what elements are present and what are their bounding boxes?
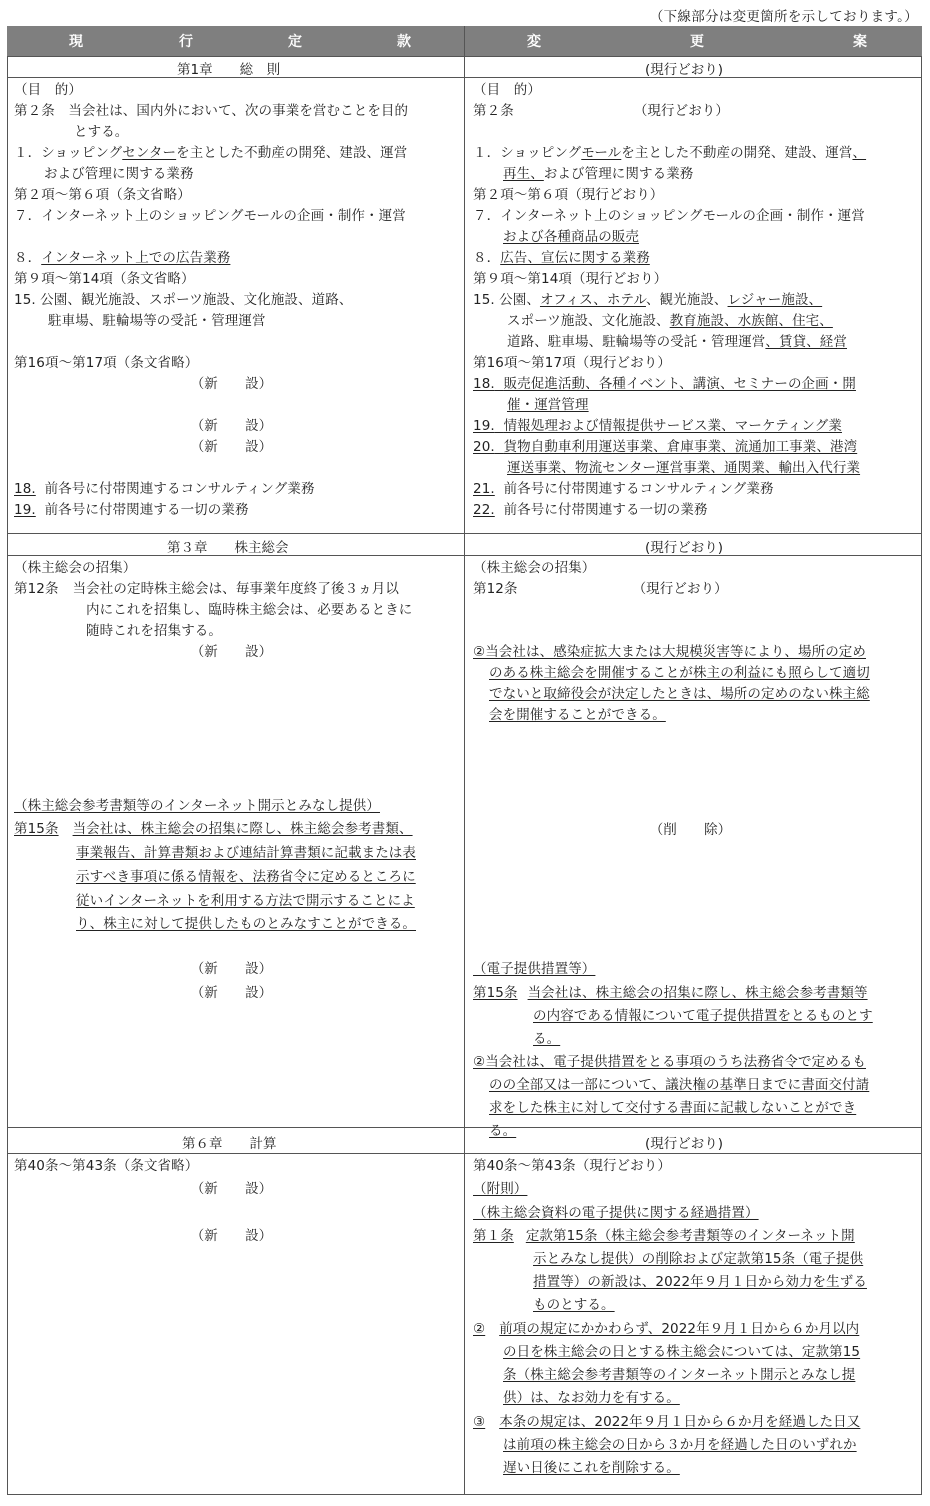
changed-text: ②当会社は、感染症拡大または大規模災害等により、場所の定め (473, 644, 867, 660)
changed-text: 再生、 (503, 166, 544, 182)
proposed-amendment-header (465, 26, 922, 56)
changed-text: （附則） (473, 1181, 528, 1197)
item-number: 20. (473, 439, 495, 455)
changed-number: 22. (473, 502, 495, 518)
changed-text: のある株主総会を開催することが株主の利益にも照らして適切 (489, 665, 870, 681)
changed-text: ものとする。 (533, 1297, 615, 1313)
text-line: ７．インターネット上のショッピングモールの企画・制作・運営 (14, 208, 406, 224)
text-line (473, 395, 918, 416)
text-span: を主とした不動産の開発、建設、運営 (176, 145, 408, 161)
deleted-placeholder: （削 除） (649, 822, 732, 838)
current-chapter3-text (14, 558, 459, 1126)
text-line (473, 1029, 918, 1050)
text-span: 道路、駐車場、駐輪場等の受託・管理運営 (507, 334, 766, 350)
new-placeholder: （新 設） (190, 1228, 273, 1244)
text-line: とする。 (74, 124, 129, 140)
changed-text: （株主総会参考書類等のインターネット開示とみなし提供） (14, 798, 380, 814)
text-line (473, 959, 918, 980)
text-line: 内にこれを招集し、臨時株主総会は、必要あるときに (86, 602, 413, 618)
chapter1-title-current: 第1章 総 則 (177, 62, 281, 78)
text-span: 前各号に付帯関連するコンサルティング業務 (503, 481, 774, 497)
text-span: を主とした不動産の開発、建設、運営 (621, 145, 853, 161)
new-placeholder: （新 設） (190, 418, 273, 434)
changed-text: ③ (473, 1414, 486, 1430)
text-line: （目 的） (473, 82, 541, 98)
text-line (14, 500, 459, 521)
text-line (473, 1342, 918, 1363)
text-line: 第40条〜第43条（条文省略） (14, 1158, 199, 1174)
text-span: スポーツ施設、文化施設、 (507, 313, 670, 329)
text-line: 第９項〜第14項（現行どおり） (473, 271, 668, 287)
text-line (473, 983, 918, 1004)
text-line (14, 914, 459, 935)
text-span: 前各号に付帯関連する一切の業務 (44, 502, 249, 518)
changed-text: でないと取締役会が決定したときは、場所の定めのない株主総 (489, 686, 870, 702)
proposed-chapter3-text (473, 558, 918, 1139)
text-line: 駐車場、駐輪場等の受託・管理運営 (48, 313, 266, 329)
text-line (473, 332, 918, 353)
text-line (473, 458, 918, 479)
text-line (473, 1203, 918, 1224)
item-number: 19. (473, 418, 495, 434)
text-line: 第２条 当会社は、国内外において、次の事業を営むことを目的 (14, 103, 409, 119)
changed-text: および各種商品の販売 (503, 229, 639, 245)
text-line: ７．インターネット上のショッピングモールの企画・制作・運営 (473, 208, 865, 224)
chapter1-title-proposed: (現行どおり) (645, 62, 724, 78)
text-line (473, 1365, 918, 1386)
chapter3-title-proposed: (現行どおり) (645, 540, 724, 556)
current-chapter6-text (14, 1156, 459, 1494)
changed-text: は前項の株主総会の日から３か月を経過した日のいずれか (503, 1437, 857, 1453)
changed-text: 広告、宣伝に関する業務 (500, 250, 650, 266)
text-line (473, 1388, 918, 1409)
changed-text: （電子提供措置等） (473, 961, 596, 977)
row-divider (7, 533, 922, 534)
new-placeholder: （新 設） (190, 376, 273, 392)
text-line (473, 1121, 918, 1142)
changed-text: 定款第15条（株主総会参考書類等のインターネット開 (525, 1228, 855, 1244)
text-line (473, 437, 918, 458)
item-text: 貨物自動車利用運送事業、倉庫事業、流通加工事業、港湾 (503, 439, 858, 455)
text-line (473, 227, 918, 248)
text-line: 第２項〜第６項（条文省略） (14, 187, 191, 203)
changed-text: 第15条 (14, 821, 59, 837)
row-divider (7, 56, 922, 57)
row-divider (7, 77, 922, 78)
proposed-chapter1-text (473, 80, 918, 532)
text-line: 第２項〜第６項（現行どおり） (473, 187, 664, 203)
text-line (473, 1458, 918, 1479)
text-span: （現行どおり） (633, 103, 730, 119)
article-label: 第12条 (14, 581, 59, 597)
text-span: 、観光施設、 (645, 292, 728, 308)
text-line (473, 164, 918, 185)
text-line: （株主総会の招集） (473, 560, 596, 576)
text-span: 第２条 (473, 103, 514, 119)
text-span: 前各号に付帯関連する一切の業務 (503, 502, 708, 518)
changed-text: 会を開催することができる。 (489, 707, 666, 723)
text-line: 第16項〜第17項（条文省略） (14, 355, 199, 371)
proposed-chapter6-text (473, 1156, 918, 1494)
changed-text: オフィス、ホテル (539, 292, 646, 308)
chapter6-title-proposed: (現行どおり) (645, 1136, 724, 1152)
changed-text: 、賃貸、経営 (765, 334, 848, 350)
changed-text: 示すべき事項に係る情報を、法務省令に定めるところに (76, 869, 416, 885)
changed-text: の日を株主総会の日とする株主総会については、定款第15 (503, 1344, 861, 1360)
text-line (473, 374, 918, 395)
changed-number: 18. (14, 481, 36, 497)
changed-text (473, 418, 842, 434)
text-line (14, 248, 459, 269)
text-line: 第９項〜第14項（条文省略） (14, 271, 195, 287)
text-line (473, 1319, 918, 1340)
text-line: 第40条〜第43条（現行どおり） (473, 1158, 671, 1174)
text-line: 随時これを招集する。 (86, 623, 222, 639)
text-line (14, 796, 459, 817)
text-line (473, 1295, 918, 1316)
text-span: １．ショッピング (473, 145, 582, 161)
text-line (473, 248, 918, 269)
text-line (14, 891, 459, 912)
new-placeholder: （新 設） (190, 985, 273, 1001)
item-number: 18. (473, 376, 495, 392)
row-divider (7, 555, 922, 556)
text-line (473, 1006, 918, 1027)
changed-text: 措置等）の新設は、2022年９月１日から効力を生ずる (533, 1274, 867, 1290)
text-line (473, 705, 918, 726)
chapter6-title-current: 第６章 計算 (182, 1136, 277, 1152)
underline-note: （下線部分は変更箇所を示しております。） (649, 9, 918, 25)
text-line (14, 867, 459, 888)
new-placeholder: （新 設） (190, 961, 273, 977)
text-line (473, 479, 918, 500)
item-text: 情報処理および情報提供サービス業、マーケティング業 (503, 418, 842, 434)
changed-text: 運送事業、物流センター運営事業、通関業、輸出入代行業 (507, 460, 861, 476)
header-char: 変 (527, 34, 541, 50)
current-articles-header (7, 26, 464, 56)
text-line (14, 819, 459, 840)
changed-text: 教育施設、水族館、住宅、 (669, 313, 833, 329)
text-line (14, 579, 459, 600)
amendment-comparison-table (7, 26, 922, 1495)
changed-text: ②当会社は、電子提供措置をとる事項のうち法務省令で定めるも (473, 1054, 867, 1070)
changed-text (473, 439, 857, 455)
row-divider (7, 1153, 922, 1154)
text-line (473, 101, 918, 122)
text-span: １．ショッピング (14, 145, 123, 161)
changed-text: インターネット上での広告業務 (41, 250, 231, 266)
header-char: 案 (853, 34, 867, 50)
text-line: （目 的） (14, 82, 82, 98)
article-label: 第12条 (473, 581, 518, 597)
text-line: （株主総会の招集） (14, 560, 137, 576)
current-chapter1-text (14, 80, 459, 532)
text-span: 前各号に付帯関連するコンサルティング業務 (44, 481, 315, 497)
text-line (14, 479, 459, 500)
text-line (473, 416, 918, 437)
text-line (473, 663, 918, 684)
changed-text: 求をした株主に対して交付する書面に記載しないことができ (489, 1100, 857, 1116)
changed-text: 事業報告、計算書類および連結計算書類に記載または表 (76, 845, 416, 861)
changed-text (473, 376, 856, 392)
changed-text: 、 (852, 145, 867, 161)
text-line (473, 290, 918, 311)
changed-text: 供）は、なお効力を有する。 (503, 1390, 680, 1406)
text-line (473, 1052, 918, 1073)
text-line (473, 642, 918, 663)
changed-text: り、株主に対して提供したものとみなすことができる。 (76, 916, 416, 932)
column-divider (464, 26, 465, 1495)
chapter3-title-current: 第３章 株主総会 (167, 540, 289, 556)
text-line (473, 579, 918, 600)
changed-text: 示とみなし提供）の削除および定款第15条（電子提供 (533, 1251, 864, 1267)
header-char: 款 (397, 34, 411, 50)
text-line (473, 1075, 918, 1096)
text-line (473, 1249, 918, 1270)
text-line (14, 143, 459, 164)
changed-number: 19. (14, 502, 36, 518)
text-line (473, 1179, 918, 1200)
text-span: 15. 公園、 (473, 292, 540, 308)
changed-text: のの全部又は一部について、議決権の基準日までに書面交付請 (489, 1077, 870, 1093)
text-span: 当会社の定時株主総会は、毎事業年度終了後３ヵ月以 (72, 581, 399, 597)
text-line (473, 143, 918, 164)
text-line (14, 843, 459, 864)
changed-text: （株主総会資料の電子提供に関する経過措置） (473, 1205, 759, 1221)
item-text: 販売促進活動、各種イベント、講演、セミナーの企画・開 (503, 376, 856, 392)
changed-text: 催・運営管理 (507, 397, 589, 413)
text-line (473, 684, 918, 705)
header-char: 更 (690, 34, 704, 50)
text-line (473, 500, 918, 521)
new-placeholder: （新 設） (190, 644, 273, 660)
changed-text: モール (581, 145, 622, 161)
changed-text: る。 (533, 1031, 561, 1047)
text-line (473, 1272, 918, 1293)
header-char: 定 (288, 34, 302, 50)
changed-text: ② (473, 1321, 486, 1337)
header-char: 現 (69, 34, 83, 50)
text-span: および管理に関する業務 (543, 166, 694, 182)
changed-text: 第１条 (473, 1228, 514, 1244)
text-line (473, 311, 918, 332)
text-line: 15. 公園、観光施設、スポーツ施設、文化施設、道路、 (14, 292, 353, 308)
text-span: ８． (473, 250, 501, 266)
text-line: 第16項〜第17項（現行どおり） (473, 355, 671, 371)
changed-text: 当会社は、株主総会の招集に際し、株主総会参考書類等 (527, 985, 868, 1001)
changed-text: 遅い日後にこれを削除する。 (503, 1460, 680, 1476)
changed-text: 条（株主総会参考書類等のインターネット開示とみなし提 (503, 1367, 856, 1383)
text-line: および管理に関する業務 (44, 166, 194, 182)
text-span: ８． (14, 250, 42, 266)
changed-text: 第15条 (473, 985, 518, 1001)
changed-text: センター (122, 145, 177, 161)
changed-text: る。 (489, 1123, 517, 1139)
new-placeholder: （新 設） (190, 1181, 273, 1197)
changed-text: 本条の規定は、2022年９月１日から６か月を経過した日又 (499, 1414, 861, 1430)
changed-number: 21. (473, 481, 495, 497)
changed-text: の内容である情報について電子提供措置をとるものとす (533, 1008, 873, 1024)
text-line (473, 1098, 918, 1119)
new-placeholder: （新 設） (190, 439, 273, 455)
header-char: 行 (179, 34, 193, 50)
text-line (473, 1412, 918, 1433)
text-span: （現行どおり） (632, 581, 728, 597)
text-line (473, 1435, 918, 1456)
changed-text: 当会社は、株主総会の招集に際し、株主総会参考書類、 (72, 821, 413, 837)
text-line (473, 1226, 918, 1247)
changed-text: 前項の規定にかかわらず、2022年９月１日から６か月以内 (499, 1321, 860, 1337)
changed-text: 従いインターネットを利用する方法で開示することによ (76, 893, 415, 909)
changed-text: レジャー施設、 (727, 292, 823, 308)
